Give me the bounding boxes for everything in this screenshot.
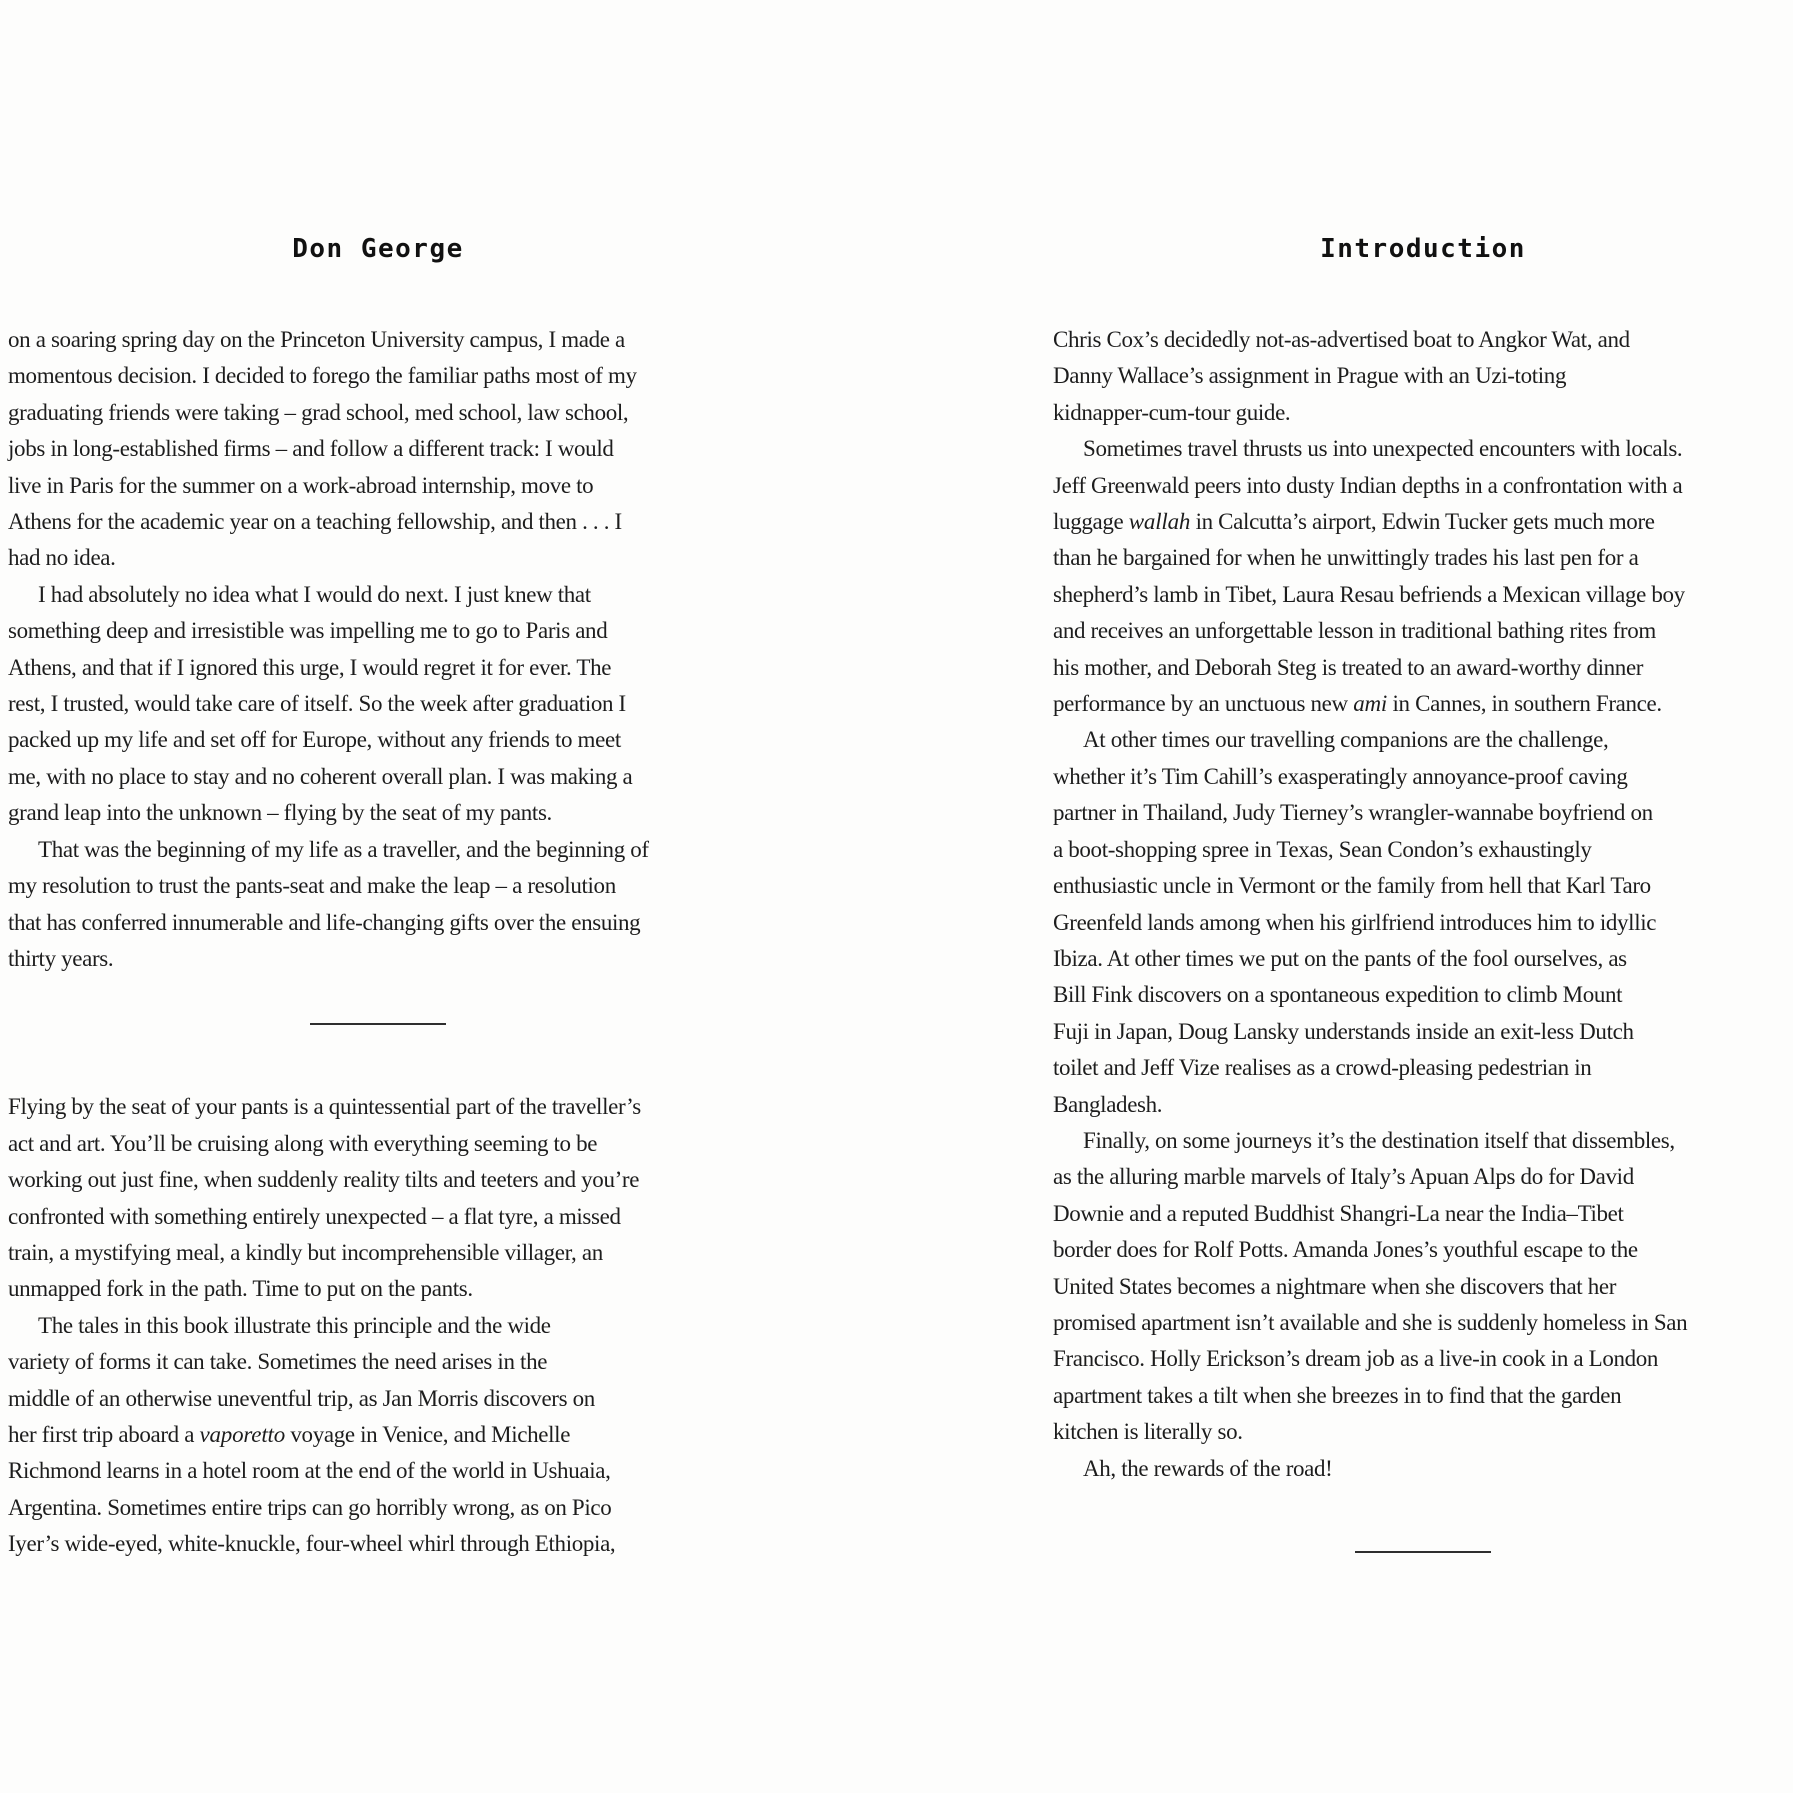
body-paragraph: on a soaring spring day on the Princeton University campus, I made a momentous decision. I decided to forego the familiar paths most of my graduating friends were taking – grad school, med school, law school, jobs in long-established firms – and follow a different track: I would live in Paris for the summer on a work-abroad internship, move to Athens for the academic year on a teaching fellowship, and then . . . I had no idea. (8, 327, 637, 571)
left-page-text-column (8, 322, 748, 1563)
italic-term: wallah (1128, 509, 1191, 535)
italic-term: vaporetto (199, 1421, 285, 1447)
body-paragraph: Ah, the rewards of the road! (1083, 1455, 1333, 1481)
running-head-author: Don George (292, 234, 464, 264)
body-paragraph: Sometimes travel thrusts us into unexpected encounters with locals. Jeff Greenwald peers into dusty Indian depths in a confrontation with a luggage wallah in Calcutta’s airport, Edwin Tucker gets much more than he bargained for when he unwittingly trades his last pen for a shepherd’s lamb in Tibet, Laura Resau befriends a Mexican village boy and receives an unforgettable lesson in traditional bathing rites from his mother, and Deborah Steg is treated to an award-worthy dinner performance by an unctuous new ami in Cannes, in southern France. (1053, 436, 1685, 717)
right-page-text-column (1053, 322, 1793, 1553)
body-paragraph: The tales in this book illustrate this principle and the wide variety of forms it can take. Sometimes the need arises in the middle of an otherwise uneventful trip, as Jan Morris discovers on her first trip aboard a vaporetto voyage in Venice, and Michelle Richmond learns in a hotel room at the end of the world in Ushuaia, Argentina. Sometimes entire trips can go horribly wrong, as on Pico Iyer’s wide-eyed, white-knuckle, four-wheel whirl through Ethiopia, (8, 1312, 616, 1557)
body-paragraph: I had absolutely no idea what I would do next. I just knew that something deep and irresistible was impelling me to go to Paris and Athens, and that if I ignored this urge, I would regret it for ever. The rest, I trusted, would take care of itself. So the week after graduation I packed up my life and set off for Europe, without any friends to meet me, with no place to stay and no coherent overall plan. I was making a grand leap into the unknown – flying by the seat of my pants. (8, 581, 633, 826)
body-paragraph: That was the beginning of my life as a traveller, and the beginning of my resolution to trust the pants-seat and make the leap – a resolution that has conferred innumerable and life-changing gifts over the ensuing thirty years. (8, 836, 649, 971)
running-head-chapter-title: Introduction (1320, 234, 1526, 264)
body-paragraph: Finally, on some journeys it’s the destination itself that dissembles, as the alluring marble marvels of Italy’s Apuan Alps do for David Downie and a reputed Buddhist Shangri-La near the India–Tibet border does for Rolf Potts. Amanda Jones’s youthful escape to the United States becomes a nightmare when she discovers that her promised apartment isn’t available and she is suddenly homeless in San Francisco. Holly Erickson’s dream job as a live-in cook in a London apartment takes a tilt when she breezes in to find that the garden kitchen is literally so. (1053, 1127, 1688, 1445)
section-divider-rule (1355, 1551, 1491, 1553)
body-paragraph: At other times our travelling companions are the challenge, whether it’s Tim Cahill’s exasperatingly annoyance-proof caving partner in Thailand, Judy Tierney’s wrangler-wannabe boyfriend on a boot-shopping spree in Texas, Sean Condon’s exhaustingly enthusiastic uncle in Vermont or the family from hell that Karl Taro Greenfeld lands among when his girlfriend introduces him to idyllic Ibiza. At other times we put on the pants of the fool ourselves, as Bill Fink discovers on a spontaneous expedition to climb Mount Fuji in Japan, Doug Lansky understands inside an exit-less Dutch toilet and Jeff Vize realises as a crowd-pleasing pedestrian in Bangladesh. (1053, 727, 1657, 1117)
body-paragraph: Flying by the seat of your pants is a quintessential part of the traveller’s act and art. You’ll be cruising along with everything seeming to be working out just fine, when suddenly reality tilts and teeters and you’re confronted with something entirely unexpected – a flat tyre, a missed train, a mystifying meal, a kindly but incomprehensible villager, an unmapped fork in the path. Time to put on the pants. (8, 1094, 641, 1302)
body-paragraph: Chris Cox’s decidedly not-as-advertised boat to Angkor Wat, and Danny Wallace’s assignment in Prague with an Uzi-toting kidnapper-cum-tour guide. (1053, 327, 1630, 425)
section-divider-rule (310, 1023, 446, 1025)
italic-term: ami (1353, 691, 1388, 717)
